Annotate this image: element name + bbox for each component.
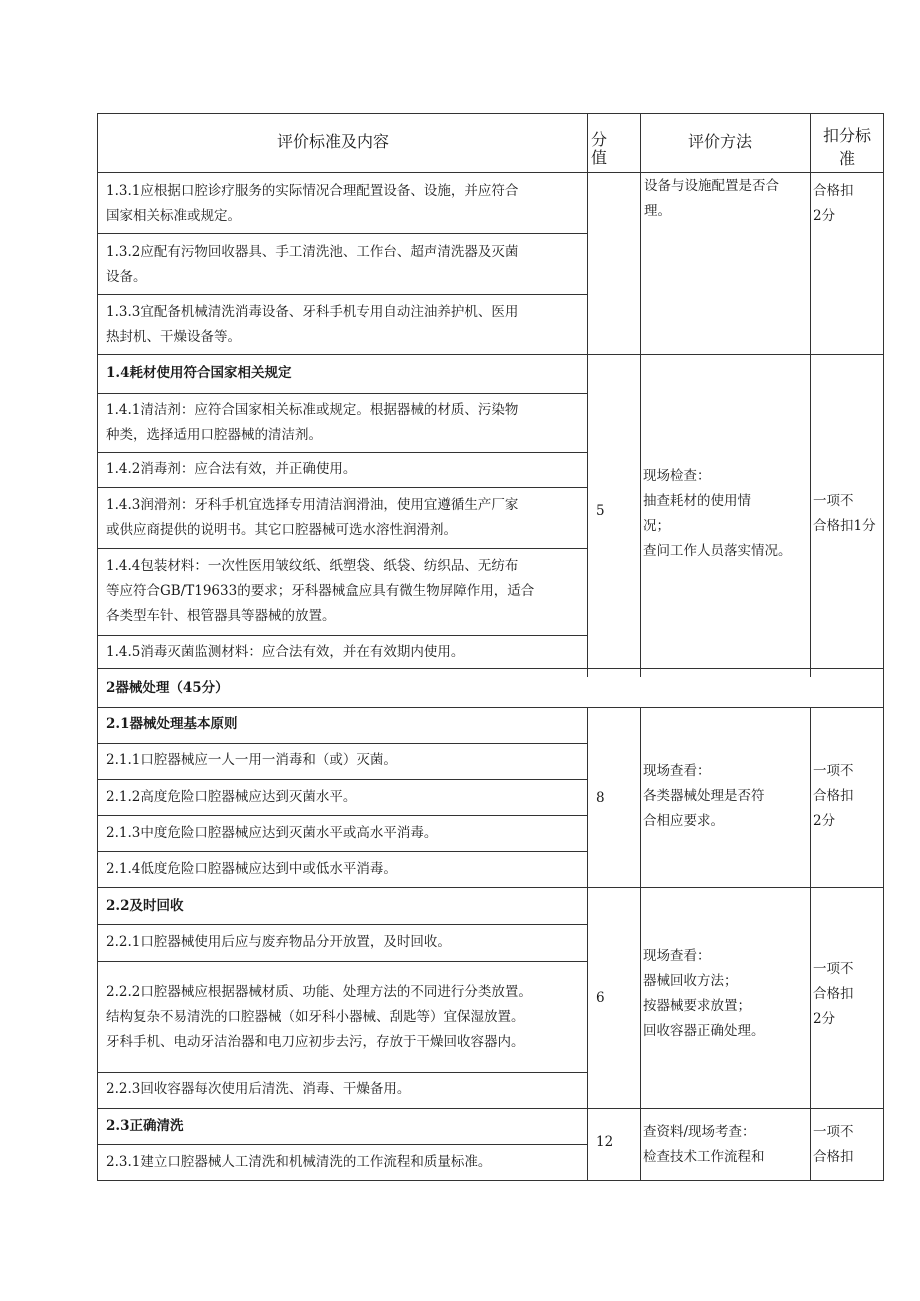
- col-divider-3: [810, 113, 811, 677]
- criteria-item: 1.3.1应根据口腔诊疗服务的实际情况合理配置设备、设施，并应符合 国家相关标准或规定。: [106, 183, 519, 224]
- row-line: [97, 961, 588, 962]
- row-line: [97, 887, 884, 888]
- criteria-item: 1.3.2应配有污物回收器具、手工清洗池、工作台、超声清洗器及灭菌 设备。: [106, 244, 519, 285]
- criteria-item: 1.4.4包装材料：一次性医用皱纹纸、纸塑袋、纸袋、纺织品、无纺布 等应符合GB/T19633的要求；牙科器械盒应具有微生物屏障作用，适合 各类型车针、根管器具等器械的放置。: [106, 558, 535, 624]
- evaluation-method: 现场查看： 各类器械处理是否符 合相应要求。: [643, 763, 765, 829]
- section-heading: 2器械处理（45分）: [106, 680, 229, 696]
- criteria-item: 1.4.1清洁剂：应符合国家相关标准或规定。根据器械的材质、污染物 种类，选择适用口腔器械的清洁剂。: [106, 402, 519, 443]
- table-border-bottom: [97, 1180, 884, 1181]
- deduction-standard: 一项不 合格扣1分: [813, 493, 876, 534]
- criteria-item: 1.4.5消毒灭菌监测材料：应合法有效，并在有效期内使用。: [106, 644, 465, 660]
- row-line: [97, 172, 884, 173]
- score-value: 8: [596, 790, 605, 806]
- row-line: [97, 294, 588, 295]
- criteria-item: 2.1.2高度危险口腔器械应达到灭菌水平。: [106, 789, 357, 805]
- row-line: [97, 1144, 588, 1145]
- row-line: [97, 1072, 588, 1073]
- row-line: [97, 707, 884, 708]
- score-value: 5: [596, 503, 605, 519]
- col-divider-3: [810, 707, 811, 1181]
- header-score: 分 值: [591, 130, 608, 167]
- table-border-right: [883, 113, 884, 1181]
- criteria-item: 2.2.2口腔器械应根据器械材质、功能、处理方法的不同进行分类放置。 结构复杂不易清洗的口腔器械（如牙科小器械、刮匙等）宜保湿放置。 牙科手机、电动牙洁治器和电刀应初步去污，存放于干燥回收容器内。: [106, 984, 532, 1050]
- row-line: [97, 815, 588, 816]
- table-border-left: [97, 113, 98, 1181]
- row-line: [97, 233, 588, 234]
- header-deduction: 扣分标 准: [822, 126, 871, 168]
- table-border-top: [97, 113, 884, 114]
- row-line: [97, 354, 884, 355]
- criteria-heading: 2.2及时回收: [106, 898, 184, 914]
- col-divider-1: [587, 113, 588, 677]
- row-line: [97, 924, 588, 925]
- row-line: [97, 452, 588, 453]
- row-line: [97, 668, 884, 669]
- criteria-heading: 2.1器械处理基本原则: [106, 716, 238, 732]
- criteria-item: 1.4.2消毒剂：应合法有效，并正确使用。: [106, 461, 357, 477]
- evaluation-method: 设备与设施配置是否合 理。: [644, 178, 779, 219]
- row-line: [97, 779, 588, 780]
- criteria-item: 2.2.3回收容器每次使用后清洗、消毒、干燥备用。: [106, 1081, 411, 1097]
- header-criteria: 评价标准及内容: [277, 132, 390, 151]
- criteria-heading: 2.3正确清洗: [106, 1118, 184, 1134]
- row-line: [97, 548, 588, 549]
- row-line: [97, 743, 588, 744]
- criteria-heading: 1.4耗材使用符合国家相关规定: [106, 365, 292, 381]
- row-line: [97, 1108, 884, 1109]
- evaluation-method: 查资料/现场考查： 检查技术工作流程和: [643, 1124, 765, 1165]
- criteria-item: 2.1.1口腔器械应一人一用一消毒和（或）灭菌。: [106, 752, 397, 768]
- score-value: 6: [596, 990, 605, 1006]
- criteria-item: 2.3.1建立口腔器械人工清洗和机械清洗的工作流程和质量标准。: [106, 1154, 492, 1170]
- row-line: [97, 393, 588, 394]
- criteria-item: 2.1.4低度危险口腔器械应达到中或低水平消毒。: [106, 861, 397, 877]
- evaluation-method: 现场检查： 抽查耗材的使用情 况； 查问工作人员落实情况。: [643, 468, 792, 559]
- criteria-item: 1.3.3宜配备机械清洗消毒设备、牙科手机专用自动注油养护机、医用 热封机、干燥设备等。: [106, 304, 519, 345]
- row-line: [97, 487, 588, 488]
- row-line: [97, 851, 588, 852]
- criteria-item: 1.4.3润滑剂：牙科手机宜选择专用清洁润滑油，使用宜遵循生产厂家 或供应商提供的说明书。其它口腔器械可选水溶性润滑剂。: [106, 497, 519, 538]
- deduction-standard: 一项不 合格扣 2分: [813, 763, 854, 829]
- deduction-standard: 合格扣 2分: [813, 183, 854, 224]
- evaluation-method: 现场查看： 器械回收方法； 按器械要求放置； 回收容器正确处理。: [643, 948, 765, 1039]
- criteria-item: 2.2.1口腔器械使用后应与废弃物品分开放置，及时回收。: [106, 934, 451, 950]
- deduction-standard: 一项不 合格扣 2分: [813, 961, 854, 1027]
- header-method: 评价方法: [688, 132, 753, 151]
- col-divider-2: [640, 707, 641, 1181]
- criteria-item: 2.1.3中度危险口腔器械应达到灭菌水平或高水平消毒。: [106, 825, 438, 841]
- deduction-standard: 一项不 合格扣: [813, 1124, 854, 1165]
- score-value: 12: [596, 1134, 614, 1150]
- row-line: [97, 635, 588, 636]
- col-divider-2: [640, 113, 641, 677]
